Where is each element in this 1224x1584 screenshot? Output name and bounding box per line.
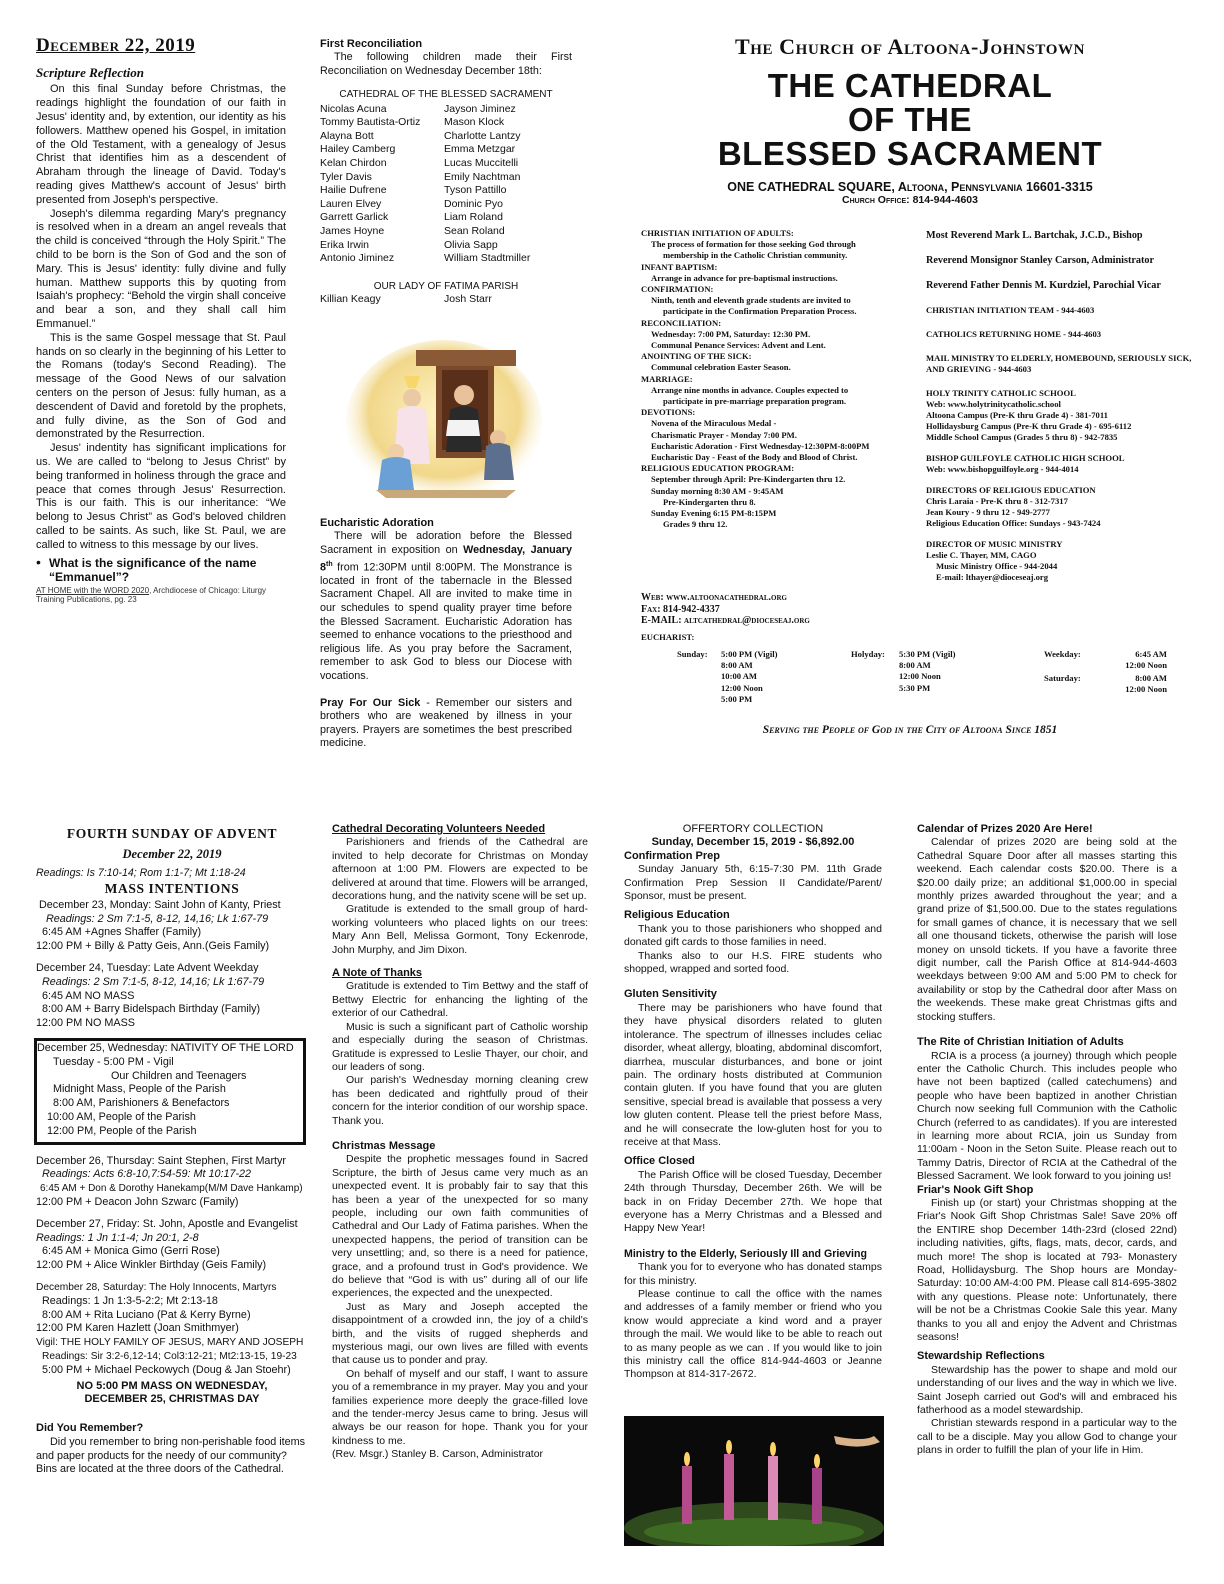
sacrament-heading: RELIGIOUS EDUCATION PROGRAM: <box>641 463 795 474</box>
reconciliation-column <box>320 38 572 307</box>
holyday-times <box>899 649 989 694</box>
reflection-paragraph: This is the same Gospel message that St. Paul hands on so clearly in the beginning of his Letter to the Romans (today's Second Reading). The message of the Good News of our salvation centers on the person of Jesus: fully human, as a descendent of David and foretold by the prophets, and fully divine, as the Son of God and demonstrated by the Resurrection. <box>36 331 286 441</box>
child-name: Liam Roland <box>444 211 503 224</box>
name-row <box>320 198 572 212</box>
weekday-times <box>1097 649 1167 671</box>
child-name: Kelan Chirdon <box>320 157 387 169</box>
intentions-dec27: December 27, Friday: St. John, Apostle and Evangelist Readings: 1 Jn 1:1-4; Jn 20:1, 2-8 6:45 AM + Monica Gimo (Gerri Rose) 12:00 PM + Alice Winkler Birthday (Geis Family) <box>36 1217 298 1272</box>
rcia-title: The Rite of Christian Initiation of Adults <box>917 1036 1124 1049</box>
staff-entry: Religious Education Office: Sundays - 943-7424 <box>926 518 1101 528</box>
sacrament-heading: CHRISTIAN INITIATION OF ADULTS: <box>641 228 794 238</box>
sacrament-heading: MARRIAGE: <box>641 373 693 384</box>
sunday-times <box>721 649 811 705</box>
mass-time: 12:00 Noon <box>899 671 941 682</box>
weekday-label: Weekday: <box>1044 649 1081 659</box>
child-name: Erika Irwin <box>320 238 370 251</box>
events-column: Calendar of Prizes 2020 Are Here! Calendar of prizes 2020 are being sold at the Cathedral Square Door after all masses starting this weekend. Each calendar costs $20.00. There is a $20.00 daily prize; an additional $1,000.00 in special monthly prizes awarded throughout the year; and a grand prize of $1,500.00. Due to the states regulations for small games of chance, it is necessary that we sell all one thousand tickets, otherwise the parish will lose money on unsold tickets. If you have a favorite three digit number, call the Parish Office at 814-944-4603 weekdays between 9:00 AM and 5:00 PM to check for availability or stop by the Cathedral door after Mass on the weekends. These make great Christmas gifts and stocking stuffers. The Rite of Christian Initiation of Adults RCIA is a process (a journey) through which people enter the Catholic Church. This includes people who have not been baptized (called catechumens) and people who have been baptized in another Christian Church now seeking full Communion with the Catholic Church (referred to as candidates). If you are interested in learning more about RCIA, join us Sunday from 11:00am - Noon in the Seton Suite. Please reach out to Tammy Datris, Director of RCIA at the Cathedral of the Blessed Sacrament. We look forward to you joining us! Friar's Nook Gift Shop Finish up (or start) your Christmas shopping at the Friar's Nook Gift Shop Christmas Sale! Save 20% off the ENTIRE shop December 14th-23rd (closed 22nd) including nativities, gifts, flags, mats, decor, cards, and much more! The shop is located at 793- Monastery Road, Hollidaysburg. The Shop hours are Monday-Saturday: 10:00 AM-4:00 PM. Please call 814-695-3802 with any questions. Please note: Unfortunately, there will be not be a Christmas Cookie Sale this year. Many thanks to you all and enjoy the Advent and Christmas seasons! Stewardship Reflections Stewardship has the power to shape and mold our understanding of our lives and the way in which we live. Saint Joseph carried out God's will and embraced his fatherhood as a model stewardship. Christian stewards respond in a particular way to the call to be a disciple. May you allow God to change your plans in order to fulfill the plan of your life in Him. <box>917 823 1177 1457</box>
website-link[interactable]: Web: www.altoonacathedral.org <box>641 592 787 603</box>
staff-entry: DIRECTOR OF MUSIC MINISTRY <box>926 539 1063 549</box>
reflection-paragraph: On this final Sunday before Christmas, the readings highlight the foundation of our faith in Jesus' identity and, by extention, our identity as his followers. Matthew opened his Gospel, in imitation of the Old Testament, with a genealogy of Jesus Christ that identifies him as a descendent of Abraham through the lineage of David. Today's reading gives Matthew's account of Jesus' birth presented from Joseph's perspective. <box>36 83 286 206</box>
child-name: Josh Starr <box>444 293 492 306</box>
child-name: Tommy Bautista-Ortiz <box>320 116 421 129</box>
sacrament-detail: membership in the Catholic Christian community. <box>663 250 848 261</box>
offertory-title: OFFERTORY COLLECTION <box>682 823 824 835</box>
adoration-title: Eucharistic Adoration <box>320 517 434 529</box>
friars-nook-title: Friar's Nook Gift Shop <box>917 1183 1034 1196</box>
child-name: Killian Keagy <box>320 293 381 306</box>
intentions-dec26: December 26, Thursday: Saint Stephen, First Martyr Readings: Acts 6:8-10,7:54-59: Mt 10:17-22 6:45 AM + Don & Dorothy Hanekamp(M/M Dave Hankamp) 12:00 PM + Deacon John Szwarc (Family) <box>36 1154 303 1208</box>
contact-info <box>641 592 911 627</box>
sick-text: Pray For Our Sick - Remember our sisters and brothers who are weakened by illness in your prayers. Prayers are sometimes the best prescribed medicine. <box>320 696 572 750</box>
name-row <box>320 184 572 198</box>
decorating-title: Cathedral Decorating Volunteers Needed <box>332 823 546 835</box>
staff-entry: CATHOLICS RETURNING HOME - 944-4603 <box>926 329 1102 339</box>
staff-entry: Altoona Campus (Pre-K thru Grade 4) - 381-7011 <box>926 410 1108 420</box>
eucharist-schedule <box>641 632 1201 704</box>
parish-news-column: OFFERTORY COLLECTION Sunday, December 15, 2019 - $6,892.00 Confirmation Prep Sunday January 5th, 6:15-7:30 PM. 11th Grade Confirmation Prep Session II Candidate/Parent/ Sponsor, must be present. Religious Education Thank you to those parishioners who shopped and donated gift cards to those families in need. Thanks also to our H.S. FIRE students who shopped, wrapped and sorted food. Gluten Sensitivity There may be parishioners who have found that they have physical disorders related to gluten intolerance. The spectrum of illnesses includes celiac disorder, wheat allergy, bloating, abdominal discomfort, diarrhea, muscular disturbances, and bone or joint pain. The ordinary hosts distributed at Communion contain gluten. If you have found that you are gluten sensitive, special bread is available that possess a very low gluten content. Please tell the priest before Mass, and he will consecrate the low-gluten host for you to receive at that Mass. Office Closed The Parish Office will be closed Tuesday, December 24th through Thursday, December 26th. We will be back in on Friday December 27th. We hope that everyone has a Merry Christmas and a Blessed and Happy New Year! Ministry to the Elderly, Seriously Ill and Grieving Thank you for to everyone who has donated stamps for this ministry. Please continue to call the office with the names and addresses of a family member or friend who you know would appreciate a kind word and a prayer through the mail. We would like to be able to reach out to as many people as we can . If you would like to join this ministry call the office 814-944-4603 or Jeanne Thompson at 814-317-2672. <box>624 823 882 1381</box>
child-name: Mason Klock <box>444 116 505 129</box>
mass-time: 5:30 PM (Vigil) <box>899 649 956 659</box>
child-name: Lucas Muccitelli <box>444 157 519 169</box>
mass-time: 5:00 PM (Vigil) <box>721 649 778 659</box>
section-title: Scripture Reflection <box>36 65 144 80</box>
staff-entry: Hollidaysburg Campus (Pre-K thru Grade 4) - 695-6112 <box>926 421 1132 431</box>
church-name: The Church of Altoona-Johnstown <box>734 34 1086 59</box>
nativity-box: December 25, Wednesday: NATIVITY OF THE LORD Tuesday - 5:00 PM - Vigil Our Children and Teenagers Midnight Mass, People of the Parish 8:00 AM, Parishioners & Benefactors 10:00 AM, People of the Parish 12:00 PM, People of the Parish <box>34 1038 306 1145</box>
sacrament-detail: Communal Penance Services: Advent and Lent. <box>651 340 826 351</box>
staff-entry: Reverend Father Dennis M. Kurdziel, Parochial Vicar <box>926 280 1161 291</box>
reflection-question: • What is the significance of the name “Emmanuel”? <box>36 553 257 584</box>
staff-entry: Leslie C. Thayer, MM, CAGO <box>926 550 1037 560</box>
staff-entry: MAIL MINISTRY TO ELDERLY, HOMEBOUND, SERIOUSLY SICK, AND GRIEVING - 944-4603 <box>926 353 1192 374</box>
sacraments-list <box>641 228 911 530</box>
reconciliation-intro: The following children made their First Reconciliation on Wednesday December 18th: <box>320 51 572 77</box>
reconciliation-title: First Reconciliation <box>320 38 423 50</box>
cathedral-title-2: OF THE <box>848 101 972 138</box>
calendar-title: Calendar of Prizes 2020 Are Here! <box>917 823 1093 835</box>
fax-number: Fax: 814-942-4337 <box>641 603 720 615</box>
adoration-text: There will be adoration before the Blessed Sacrament in exposition on Wednesday, January 8th from 12:30PM until 8:00PM. The Monstrance is located in front of the tabernacle in the Blessed Sacrament Chapel. All are invited to make time in our schedules to spend quality prayer time before the Blessed Sacrament. Eucharistic Adoration has seemed to enhance vocations to the priesthood and religious life. As you pray before the Sacrament, remember to ask God to bless our Diocese with vocations. <box>320 530 572 682</box>
staff-entry: Most Reverend Mark L. Bartchak, J.C.D., Bishop <box>926 230 1143 241</box>
staff-entry: DIRECTORS OF RELIGIOUS EDUCATION <box>926 485 1096 495</box>
sacrament-detail: Pre-Kindergarten thru 8. <box>663 496 756 507</box>
sacrament-detail: Wednesday: 7:00 PM, Saturday: 12:30 PM. <box>651 328 811 339</box>
sacrament-detail: Communal celebration Easter Season. <box>651 362 791 373</box>
mass-time: 12:00 Noon <box>721 682 763 693</box>
sacrament-heading: RECONCILIATION: <box>641 317 722 328</box>
saturday-times <box>1097 673 1167 695</box>
sacrament-heading: CONFIRMATION: <box>641 284 714 295</box>
staff-entry: Chris Laraia - Pre-K thru 8 - 312-7317 <box>926 496 1068 506</box>
email-link[interactable]: E-MAIL: altcathedral@dioceseaj.org <box>641 615 810 627</box>
staff-entry: Jean Koury - 9 thru 12 - 949-2777 <box>926 507 1050 517</box>
cathedral-names-table <box>320 103 572 266</box>
name-row <box>320 157 572 171</box>
christmas-message-title: Christmas Message <box>332 1139 436 1152</box>
child-name: Alayna Bott <box>320 129 374 142</box>
child-name: William Stadtmiller <box>444 252 531 265</box>
reflection-paragraph: Joseph's dilemma regarding Mary's pregnancy is resolved when in a dream an angel reveals that the child is conceived “through the Holy Spirit.” The child to be born is the Son of God and the son of Mary. This is Jesus' identity: fully divine and fully human. Matthew supports this by quoting from Isaiah's prophecy: “Behold the virgin shall conceive and bear a son, and they shall call him Emmanuel.” <box>36 207 286 330</box>
staff-entry: Web: www.holytrinitycatholic.school <box>926 399 1061 409</box>
sacrament-heading: DEVOTIONS: <box>641 407 696 418</box>
name-row <box>320 143 572 157</box>
religious-ed-title: Religious Education <box>624 909 730 922</box>
sacrament-detail: Charismatic Prayer - Monday 7:00 PM. <box>651 429 797 440</box>
child-name: Emma Metzgar <box>444 143 516 156</box>
sacrament-detail: The process of formation for those seeking God through <box>651 239 856 250</box>
staff-directory <box>926 230 1200 583</box>
sacrament-detail: Eucharistic Adoration - First Wednesday-12:30PM-8:00PM <box>651 440 870 451</box>
holyday-label: Holyday: <box>851 649 885 659</box>
confirmation-title: Confirmation Prep <box>624 849 720 862</box>
sacrament-detail: Novena of the Miraculous Medal - <box>651 418 777 429</box>
staff-entry: Reverend Monsignor Stanley Carson, Administrator <box>926 255 1154 266</box>
sacrament-detail: participate in the Confirmation Preparation Process. <box>663 306 857 317</box>
name-row <box>320 171 572 185</box>
intentions-dec28: December 28, Saturday: The Holy Innocents, Martyrs Readings: 1 Jn 1:3-5-2:2; Mt 2:13-18 8:00 AM + Rita Luciano (Pat & Kerry Byrne) 12:00 PM Karen Hazlett (Joan Smithmyer) Vigil: THE HOLY FAMILY OF JESUS, MARY AND JOSEPH Readings: Sir 3:2-6,12-14; Col3:12-21; Mt2:13-15, 19-23 5:00 PM + Michael Peckowych (Doug & Jan Stoehr) <box>36 1281 304 1376</box>
sacrament-detail: September through April: Pre-Kindergarten thru 12. <box>651 474 846 485</box>
date-heading: December 22, 2019 <box>36 35 196 56</box>
child-name: Emily Nachtman <box>444 170 521 183</box>
mass-intentions-column <box>36 826 308 1477</box>
mass-time: 8:00 AM <box>899 660 931 671</box>
child-name: James Hoyne <box>320 224 385 237</box>
child-name: Lauren Elvey <box>320 197 382 210</box>
mass-intentions-heading: MASS INTENTIONS <box>104 880 240 896</box>
staff-entry: Middle School Campus (Grades 5 thru 8) - 942-7835 <box>926 432 1118 442</box>
child-name: Nicolas Acuna <box>320 102 387 115</box>
mass-time: 8:00 AM <box>721 660 753 671</box>
intentions-dec23: December 23, Monday: Saint John of Kanty, Priest Readings: 2 Sm 7:1-5, 8-12, 14,16; Lk 1:67-79 6:45 AM +Agnes Shaffer (Family) 12:00 PM + Billy & Patty Geis, Ann.(Geis Family) <box>36 898 281 953</box>
gluten-title: Gluten Sensitivity <box>624 988 717 1001</box>
saturday-label: Saturday: <box>1044 673 1081 683</box>
child-name: Hailey Camberg <box>320 143 396 156</box>
staff-entry: CHRISTIAN INITIATION TEAM - 944-4603 <box>926 305 1095 315</box>
name-row <box>320 225 572 239</box>
sunday-label: Sunday: <box>677 649 708 659</box>
advent-date: December 22, 2019 <box>122 847 222 861</box>
sacrament-detail: Eucharistic Day - Feast of the Body and Blood of Christ. <box>651 452 858 463</box>
adoration-column <box>320 517 572 751</box>
mass-time: 12:00 Noon <box>1125 684 1167 695</box>
staff-entry: Web: www.bishopguilfoyle.org - 944-4014 <box>926 464 1079 474</box>
mass-time: 5:30 PM <box>899 682 931 693</box>
sacrament-detail: Arrange in advance for pre-baptismal instructions. <box>651 272 838 283</box>
mass-time: 5:00 PM <box>721 693 753 704</box>
sacrament-detail: Arrange nine months in advance. Couples expected to <box>651 384 849 395</box>
thanks-title: A Note of Thanks <box>332 967 423 980</box>
sacrament-detail: Grades 9 thru 12. <box>663 519 728 530</box>
office-closed-title: Office Closed <box>624 1155 695 1168</box>
remember-title: Did You Remember? <box>36 1422 144 1435</box>
cathedral-title-1: THE CATHEDRAL <box>767 67 1053 104</box>
name-row <box>320 252 572 266</box>
sacrament-detail: Sunday Evening 6:15 PM-8:15PM <box>651 508 777 519</box>
remember-text: Did you remember to bring non-perishable food items and paper products for the needy of our community? Bins are located at the three doors of the Cathedral. <box>36 1435 306 1476</box>
citation-link[interactable]: AT HOME with the WORD 2020 <box>36 585 150 595</box>
scripture-column <box>36 34 286 604</box>
citation: AT HOME with the WORD 2020, Archdiocese of Chicago: Liturgy Training Publications, pg. 23 <box>36 585 267 604</box>
eucharist-label: EUCHARIST: <box>641 632 695 642</box>
child-name: Antonio Jiminez <box>320 252 395 265</box>
staff-entry: BISHOP GUILFOYLE CATHOLIC HIGH SCHOOL <box>926 453 1125 463</box>
staff-entry: Music Ministry Office - 944-2044 <box>936 561 1058 571</box>
name-row <box>320 103 572 117</box>
mass-time: 8:00 AM <box>1135 673 1167 683</box>
child-name: Tyler Davis <box>320 170 372 183</box>
child-name: Charlotte Lantzy <box>444 129 521 142</box>
offertory-amount: Sunday, December 15, 2019 - $6,892.00 <box>651 836 855 849</box>
child-name: Tyson Pattillo <box>444 184 507 197</box>
child-name: Sean Roland <box>444 224 505 237</box>
sacrament-detail: Ninth, tenth and eleventh grade students are invited to <box>651 295 851 306</box>
address: ONE CATHEDRAL SQUARE, Altoona, Pennsylvania 16601-3315 <box>727 180 1093 194</box>
child-name: Olivia Sapp <box>444 238 498 251</box>
advent-heading: FOURTH SUNDAY OF ADVENT <box>66 826 278 841</box>
advent-wreath-image <box>624 1416 884 1546</box>
signature: (Rev. Msgr.) Stanley B. Carson, Administrator <box>332 1448 544 1461</box>
mass-time: 6:45 AM <box>1135 649 1167 659</box>
masthead <box>620 34 1200 206</box>
child-name: Jayson Jiminez <box>444 102 516 115</box>
name-row <box>320 211 572 225</box>
sacrament-detail: Sunday morning 8:30 AM - 9:45AM <box>651 485 784 496</box>
sacrament-heading: ANOINTING OF THE SICK: <box>641 351 752 362</box>
confession-illustration <box>346 340 542 506</box>
announcements-column: Cathedral Decorating Volunteers Needed Parishioners and friends of the Cathedral are invited to help decorate for Christmas on Monday afternoon at 1:00 PM. Flowers are expected to be delivered at around that time. Flowers will be arranged, decorations hung, and the nativity scene will be set up. Gratitude is extended to the small group of hard-working volunteers who placed lights on our trees: Mary Ann Bell, Melissa Gormont, Tony Eckenrode, John Murphy, and Jim Dixon. A Note of Thanks Gratitude is extended to Tim Bettwy and the staff of Bettwy Electric for enhancing the lighting of the exterior of our Cathedral. Music is such a significant part of Catholic worship and especially during the season of Christmas. Gratitude is expressed to Leslie Thayer, our choir, and our leaders of song. Our parish's Wednesday morning cleaning crew has been dedicated and rightfully proud of their concern for the interior condition of our worship space. Thank you. Christmas Message Despite the prophetic messages found in Sacred Scripture, the birth of Jesus came very much as an unexpected event. It is probably fair to say that this has been a year of the unexpected for so many people, including our own faith communities of Cathedral and Our Lady of Fatima parishes. When the unexpected happens, the period of transition can be very unsettling; and, so there is a need for patience, grace, and a profound trust in God's providence. We do believe that “God is with us” during all of our life experiences, the expected and the unexpected. Just as Mary and Joseph accepted the disappointment of a crowded inn, the joy of a child's birth, and the visits of rugged shepherds and mysterious magi, our own lives are filled with events that cause us to ponder and pray. On behalf of myself and our staff, I want to assure you of a remembrance in my prayer. May you and your families experience more deeply the grace-filled love and the tender-mercy Jesus came to bring. Jesus will always be our reason for hope. Thank you for your kindness to me. (Rev. Msgr.) Stanley B. Carson, Administrator <box>332 823 588 1461</box>
name-row <box>320 130 572 144</box>
child-name: Hailie Dufrene <box>320 184 387 197</box>
mass-time: 10:00 AM <box>721 671 758 682</box>
ministry-title: Ministry to the Elderly, Seriously Ill and Grieving <box>624 1247 867 1260</box>
bullet-icon: • <box>36 553 41 570</box>
reflection-paragraph: Jesus' indentity has significant implications for us. We are called to “belong to Jesus Christ” by being tranformed in holiness through the grace and peace that comes through Jesus' Resurrection. This is our faith. This is our inheritance: “We belong to Jesus Christ” as God's beloved children called to be saints. As such, like St. Paul, we are called to witness to this message by our lives. <box>36 442 286 551</box>
child-name: Garrett Garlick <box>320 211 389 224</box>
no-mass-notice: NO 5:00 PM MASS ON WEDNESDAY, DECEMBER 25, CHRISTMAS DAY <box>76 1379 268 1405</box>
name-row <box>320 239 572 253</box>
name-row <box>320 116 572 130</box>
cathedral-title-3: BLESSED SACRAMENT <box>717 135 1103 172</box>
church-office: Church Office: 814-944-4603 <box>842 194 978 207</box>
fatima-heading: OUR LADY OF FATIMA PARISH <box>373 280 519 292</box>
staff-entry: E-mail: lthayer@dioceseaj.org <box>936 572 1049 582</box>
fatima-names-table <box>320 293 572 307</box>
sacrament-heading: INFANT BAPTISM: <box>641 261 718 272</box>
intentions-dec24: December 24, Tuesday: Late Advent Weekday Readings: 2 Sm 7:1-5, 8-12, 14,16; Lk 1:67-79 6:45 AM NO MASS 8:00 AM + Barry Bidelspach Birthday (Family) 12:00 PM NO MASS <box>36 962 265 1030</box>
child-name: Dominic Pyo <box>444 197 503 210</box>
stewardship-title: Stewardship Reflections <box>917 1350 1045 1363</box>
staff-entry: HOLY TRINITY CATHOLIC SCHOOL <box>926 388 1076 398</box>
cathedral-heading: CATHEDRAL OF THE BLESSED SACRAMENT <box>339 89 553 101</box>
name-row <box>320 293 572 307</box>
sacrament-detail: participate in pre-marriage preparation program. <box>663 396 847 407</box>
mass-time: 12:00 Noon <box>1125 660 1167 671</box>
sunday-readings: Readings: Is 7:10-14; Rom 1:1-7; Mt 1:18-24 <box>36 867 246 880</box>
serving-tagline: Serving the People of God in the City of Altoona Since 1851 <box>762 724 1058 736</box>
